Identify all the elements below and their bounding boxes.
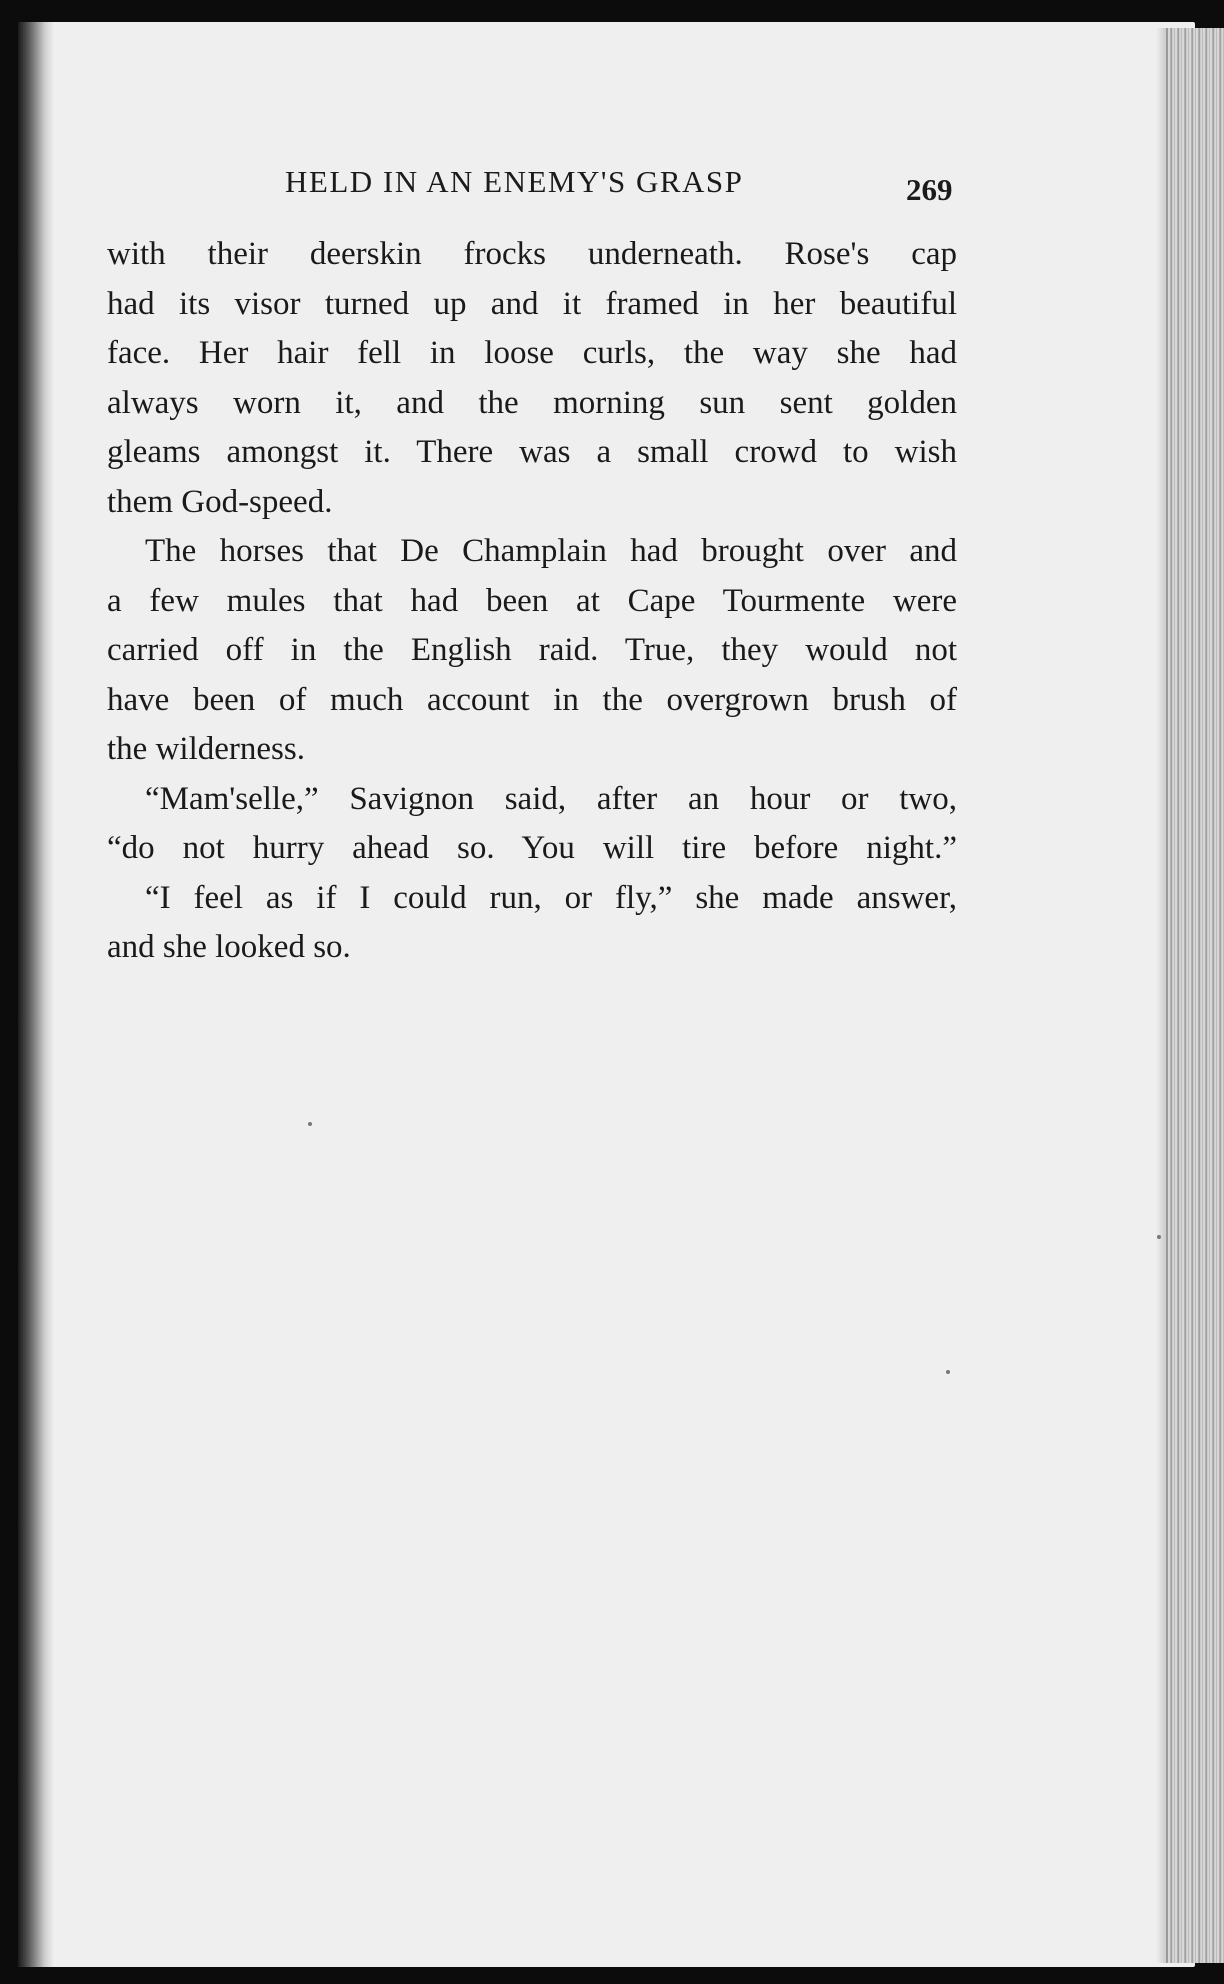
paragraph — [107, 775, 957, 874]
text-line: face. Her hair fell in loose curls, the way she had — [107, 335, 957, 371]
paper-speck — [946, 1370, 950, 1374]
text-line: and she looked so. — [107, 929, 351, 965]
paper-speck — [1157, 1235, 1161, 1239]
text-line: a few mules that had been at Cape Tourmente were — [107, 582, 957, 619]
text-line: The horses that De Champlain had brought over and — [145, 533, 957, 569]
text-line: gleams amongst it. There was a small crowd to wish — [107, 434, 957, 470]
paper-speck — [308, 1122, 312, 1126]
page-edges — [1166, 28, 1224, 1963]
text-line: had its visor turned up and it framed in her beautiful — [107, 285, 957, 322]
body-text — [107, 230, 957, 973]
text-line: “Mam'selle,” Savignon said, after an hour or two, — [145, 780, 957, 817]
text-line: “do not hurry ahead so. You will tire before night.” — [107, 830, 957, 866]
text-line: always worn it, and the morning sun sent golden — [107, 384, 957, 421]
paragraph — [107, 527, 957, 775]
page-number: 269 — [906, 172, 953, 207]
paragraph — [107, 230, 957, 527]
text-line: with their deerskin frocks underneath. Rose's cap — [107, 236, 957, 272]
running-head — [0, 160, 1224, 210]
text-line: carried off in the English raid. True, they would not — [107, 632, 957, 668]
paragraph — [107, 874, 957, 973]
text-line: them God-speed. — [107, 483, 333, 520]
text-line: “I feel as if I could run, or fly,” she made answer, — [145, 879, 957, 916]
text-line: have been of much account in the overgrown brush of — [107, 681, 957, 718]
binding-gutter — [18, 22, 54, 1967]
running-title: HELD IN AN ENEMY'S GRASP — [285, 164, 744, 199]
text-line: the wilderness. — [107, 731, 305, 767]
